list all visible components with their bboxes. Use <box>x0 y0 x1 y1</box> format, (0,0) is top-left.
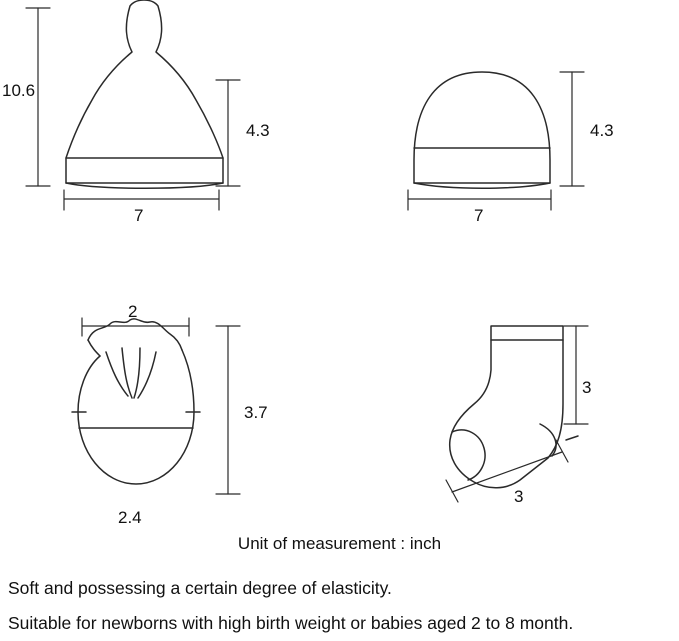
dim-sock-foot-length <box>446 440 568 502</box>
beanie-hat-drawing <box>414 72 550 188</box>
note-line-1: Soft and possessing a certain degree of elasticity. <box>8 578 392 598</box>
label-mitten-cuff-width: 2 <box>128 302 138 321</box>
label-mitten-width: 2.4 <box>118 508 142 527</box>
dim-beanie-height <box>560 72 584 186</box>
label-sock-height: 3 <box>582 378 592 397</box>
unit-of-measurement-caption: Unit of measurement : inch <box>237 534 442 553</box>
note-line-2: Suitable for newborns with high birth weight or babies aged 2 to 8 month. <box>8 613 574 633</box>
label-beanie-width: 7 <box>474 206 484 225</box>
label-sock-foot-length: 3 <box>514 487 524 506</box>
mitten-drawing <box>72 319 200 484</box>
dim-mitten-height <box>216 326 240 494</box>
dim-sock-height <box>564 326 588 424</box>
sock-drawing <box>450 326 578 488</box>
label-knotted-hat-total-height: 10.6 <box>2 81 36 100</box>
label-mitten-height: 3.7 <box>244 403 268 422</box>
label-knotted-hat-width: 7 <box>134 206 144 225</box>
label-knotted-hat-body-height: 4.3 <box>246 121 270 140</box>
knotted-hat-drawing <box>66 0 223 188</box>
dim-knotted-hat-body-height <box>216 80 240 186</box>
label-beanie-height: 4.3 <box>590 121 614 140</box>
